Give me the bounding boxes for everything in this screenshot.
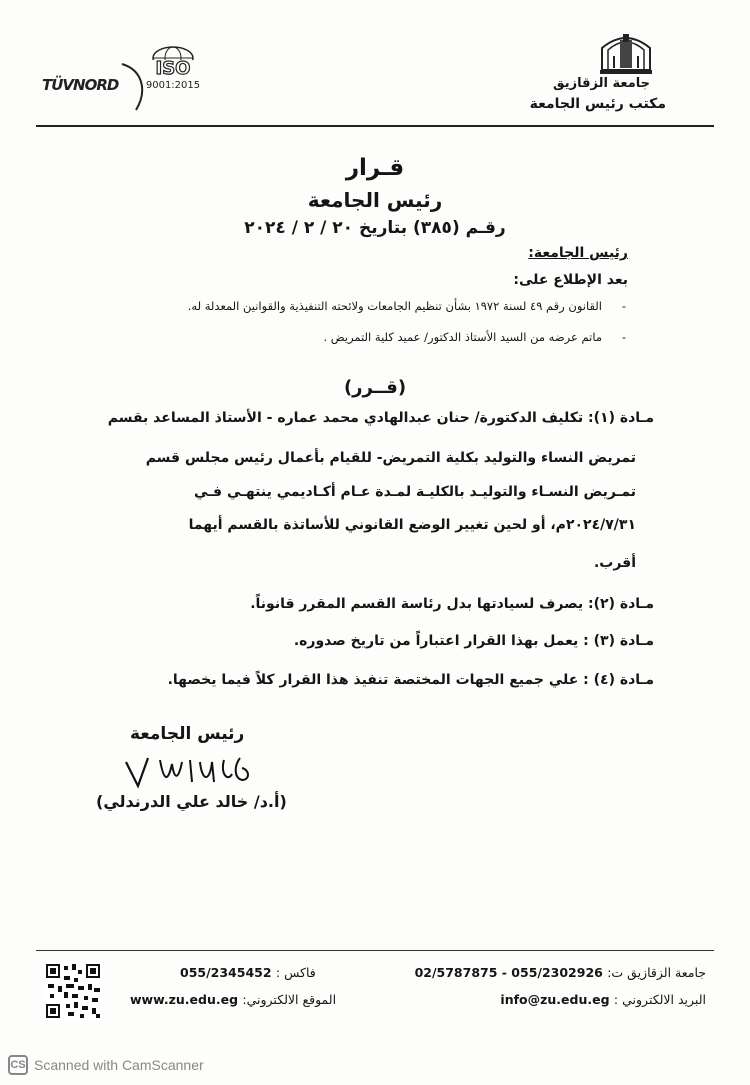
footer-website xyxy=(130,992,336,1007)
footer-phone xyxy=(415,965,706,980)
signature-title: رئيس الجامعة xyxy=(130,724,245,744)
footer-website-value: www.zu.edu.eg xyxy=(130,992,239,1007)
office-name: مكتب رئيس الجامعة xyxy=(529,96,666,112)
footer-fax-value: 055/2345452 xyxy=(180,965,272,980)
article-3 xyxy=(294,633,654,649)
article-label: مـادة (١): xyxy=(588,410,654,426)
university-logo xyxy=(596,26,656,76)
handwritten-signature xyxy=(120,752,270,794)
iso-logo-text: ISO xyxy=(155,58,191,79)
camscanner-text: Scanned with CamScanner xyxy=(34,1057,204,1073)
footer-website-label: الموقع الالكتروني: xyxy=(242,992,337,1007)
preamble-item xyxy=(323,330,626,344)
article-text: يعمل بهذا القرار اعتباراً من تاريخ صدوره. xyxy=(293,633,579,649)
iso-globe-icon xyxy=(138,44,208,80)
decision-number-date: رقـم (٣٨٥) بتاريخ ٢٠ / ٢ / ٢٠٢٤ xyxy=(244,218,506,238)
decision-title: قـرار xyxy=(345,155,405,181)
preamble-item-text: القانون رقم ٤٩ لسنة ١٩٧٢ بشأن تنظيم الجامعات ولائحته التنفيذية والقوانين المعدلة له. xyxy=(187,299,602,313)
bullet-dash: - xyxy=(621,299,626,313)
article-label: مـادة (٣) : xyxy=(583,633,654,649)
article-1 xyxy=(108,410,654,426)
article-2 xyxy=(250,596,654,612)
tuv-logo-text: TÜVNORD xyxy=(42,76,119,94)
qr-code-icon xyxy=(44,962,102,1020)
preamble-item-text: ماتم عرضه من السيد الأستاذ الدكتور/ عميد كلية التمريض . xyxy=(323,330,602,344)
university-emblem-icon xyxy=(596,26,656,76)
article-text: تكليف الدكتورة/ حنان عبدالهادي محمد عماره - الأستاذ المساعد بقسم xyxy=(107,410,584,426)
preamble-president: رئيس الجامعة: xyxy=(528,245,628,261)
header-divider xyxy=(36,125,714,127)
signature-name: (أ.د/ خالد علي الدرندلي) xyxy=(96,792,287,811)
article-text: علي جميع الجهات المختصة تنفيذ هذا القرار كلاً فيما يخصها. xyxy=(167,672,579,688)
footer-fax-label: فاكس : xyxy=(275,965,316,980)
article-text: يصرف لسيادتها بدل رئاسة القسم المقرر قانوناً. xyxy=(250,596,584,612)
camscanner-watermark xyxy=(8,1055,204,1075)
university-name: جامعة الزقازيق xyxy=(553,76,650,91)
bullet-dash: - xyxy=(621,330,626,344)
article-1-line: تمريض النساء والتوليد بكلية التمريض- للقيام بأعمال رئيس مجلس قسم xyxy=(145,450,636,466)
iso-standard: 9001:2015 xyxy=(145,80,201,91)
article-4 xyxy=(168,672,654,688)
iso-logo xyxy=(138,44,208,96)
decision-issuer: رئيس الجامعة xyxy=(307,188,443,212)
article-1-line: ٢٠٢٤/٧/٣١م، أو لحين تغيير الوضع القانوني للأساتذة بالقسم أيهما xyxy=(188,517,636,533)
article-1-line: أقرب. xyxy=(593,555,636,571)
footer-phone-value: 02/5787875 - 055/2302926 xyxy=(414,965,603,980)
article-label: مـادة (٢): xyxy=(588,596,654,612)
article-label: مـادة (٤) : xyxy=(583,672,654,688)
preamble-after-review: بعد الإطلاع على: xyxy=(513,272,628,288)
footer-phone-label: جامعة الزقازيق ت: xyxy=(607,965,706,980)
footer-fax xyxy=(180,965,316,980)
footer-email xyxy=(500,992,706,1007)
article-1-line: تمـريض النسـاء والتوليـد بالكليـة لمـدة عـام أكـاديمي ينتهـي فـي xyxy=(193,484,636,500)
preamble-item xyxy=(188,299,626,313)
tuv-nord-logo xyxy=(40,60,130,104)
footer-email-label: البريد الالكتروني : xyxy=(613,992,706,1007)
footer-email-value: info@zu.edu.eg xyxy=(500,992,610,1007)
footer-divider xyxy=(36,950,714,951)
decided-heading: (قــرر) xyxy=(343,377,407,398)
camscanner-icon: CS xyxy=(8,1055,28,1075)
